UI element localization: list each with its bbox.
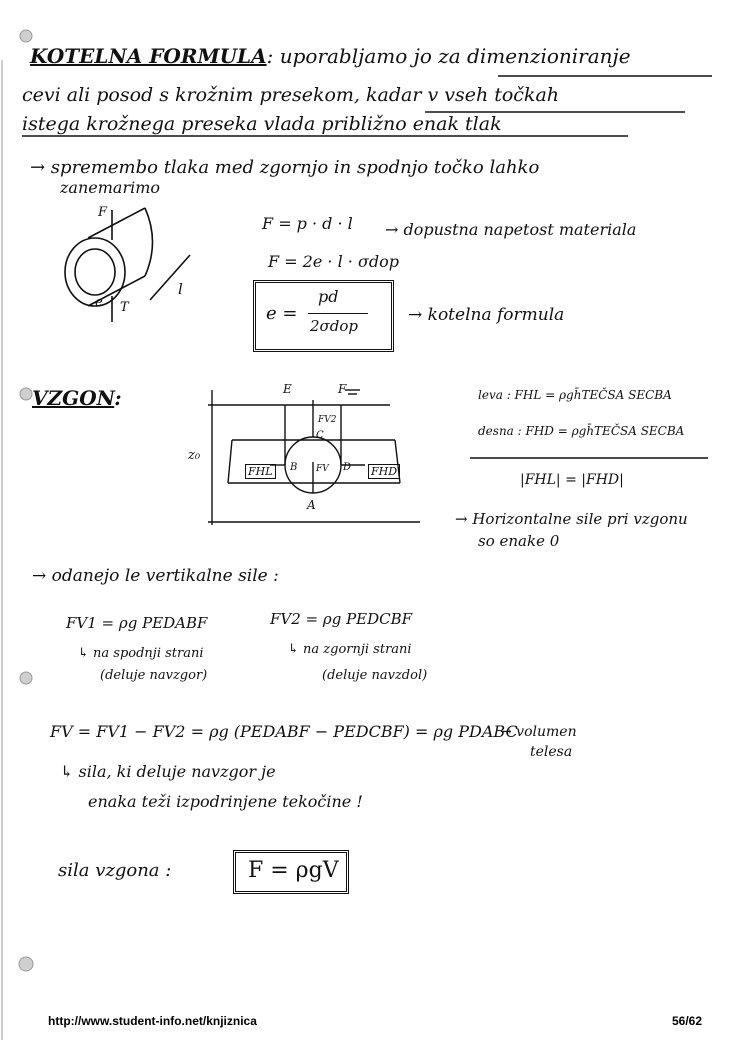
kotelna-formula-box <box>253 280 394 352</box>
buoyancy-formula-box <box>233 850 349 894</box>
diagram-label-z0: z₀ <box>188 448 201 463</box>
stress-note: → dopustna napetost materiala <box>385 220 637 239</box>
horizontal-note: so enake 0 <box>478 532 560 550</box>
binding-hole <box>20 388 32 400</box>
vzgon-title-row <box>32 386 122 410</box>
left-force-eq: leva : FHL = ρgh̄TEČSA SECBA <box>478 388 672 402</box>
fv-equation: FV = FV1 − FV2 = ρg (PEDABF − PEDCBF) = ρg PDABC <box>50 722 518 741</box>
cylinder-label-F: F <box>98 205 108 220</box>
fv1-note: ↳ na spodnji strani <box>78 646 204 661</box>
equation: F = p · d · l <box>262 214 353 233</box>
fv1-note: (deluje navzgor) <box>100 668 208 683</box>
cylinder-label-e: e <box>95 295 103 310</box>
volume-note: → volumen <box>500 724 577 740</box>
buoyancy-label: sila vzgona : <box>58 860 172 881</box>
formula-denominator: 2σdop <box>310 317 359 335</box>
formula-numerator: pd <box>318 287 339 306</box>
vertical-forces-heading: → odanejo le vertikalne sile : <box>32 566 279 586</box>
diagram-label-A: A <box>307 498 316 512</box>
note-line: → spremembo tlaka med zgornjo in spodnjo točko lahko <box>30 157 540 178</box>
force-note: ↳ sila, ki deluje navzgor je <box>60 762 276 781</box>
binding-hole <box>20 672 32 684</box>
diagram-label-C: C <box>316 430 324 441</box>
diagram-label-F: F <box>338 382 347 396</box>
horizontal-note: → Horizontalne sile pri vzgonu <box>455 510 688 528</box>
right-force-eq: desna : FHD = ρgh̄TEČSA SECBA <box>478 424 685 438</box>
diagram-label-FV2: FV2 <box>318 415 337 425</box>
kotelna-heading-row <box>30 44 631 68</box>
fv2-equation: FV2 = ρg PEDCBF <box>270 610 413 628</box>
section-title: KOTELNA FORMULA <box>30 44 267 68</box>
fv2-note: (deluje navzdol) <box>322 668 428 683</box>
result-note: → kotelna formula <box>408 305 565 325</box>
section-title: VZGON <box>32 386 115 410</box>
force-note: enaka teži izpodrinjene tekočine ! <box>88 792 363 811</box>
binding-hole <box>20 30 32 42</box>
cylinder-label-l: l <box>178 280 183 298</box>
intro-line: cevi ali posod s krožnim presekom, kadar v vseh točkah <box>22 84 560 106</box>
page-number: 56/62 <box>672 1014 703 1028</box>
intro-line: : uporabljamo jo za dimenzioniranje <box>266 44 631 68</box>
diagram-label-D: D <box>343 462 352 473</box>
formula-lhs: e = <box>266 303 298 324</box>
diagram-label-FHD: FHD <box>368 464 400 479</box>
buoyancy-formula: F = ρgV <box>248 858 339 883</box>
volume-note: telesa <box>530 744 573 760</box>
diagram-label-FV: FV <box>316 464 329 474</box>
fv1-equation: FV1 = ρg PEDABF <box>66 614 208 632</box>
footer-url[interactable]: http://www.student-info.net/knjiznica <box>48 1014 257 1028</box>
binding-hole <box>19 957 33 971</box>
fraction-bar <box>308 313 368 314</box>
diagram-label-FHL: FHL <box>245 464 276 479</box>
diagram-label-E: E <box>283 382 292 396</box>
force-equality: |FHL| = |FHD| <box>520 472 624 488</box>
cylinder-label-T: T <box>120 300 129 315</box>
note-line: zanemarimo <box>60 178 161 197</box>
equation: F = 2e · l · σdop <box>268 252 399 271</box>
intro-line: istega krožnega preseka vlada približno enak tlak <box>22 113 502 135</box>
diagram-label-B: B <box>290 462 298 473</box>
colon: : <box>114 386 122 410</box>
fv2-note: ↳ na zgornji strani <box>288 642 412 657</box>
